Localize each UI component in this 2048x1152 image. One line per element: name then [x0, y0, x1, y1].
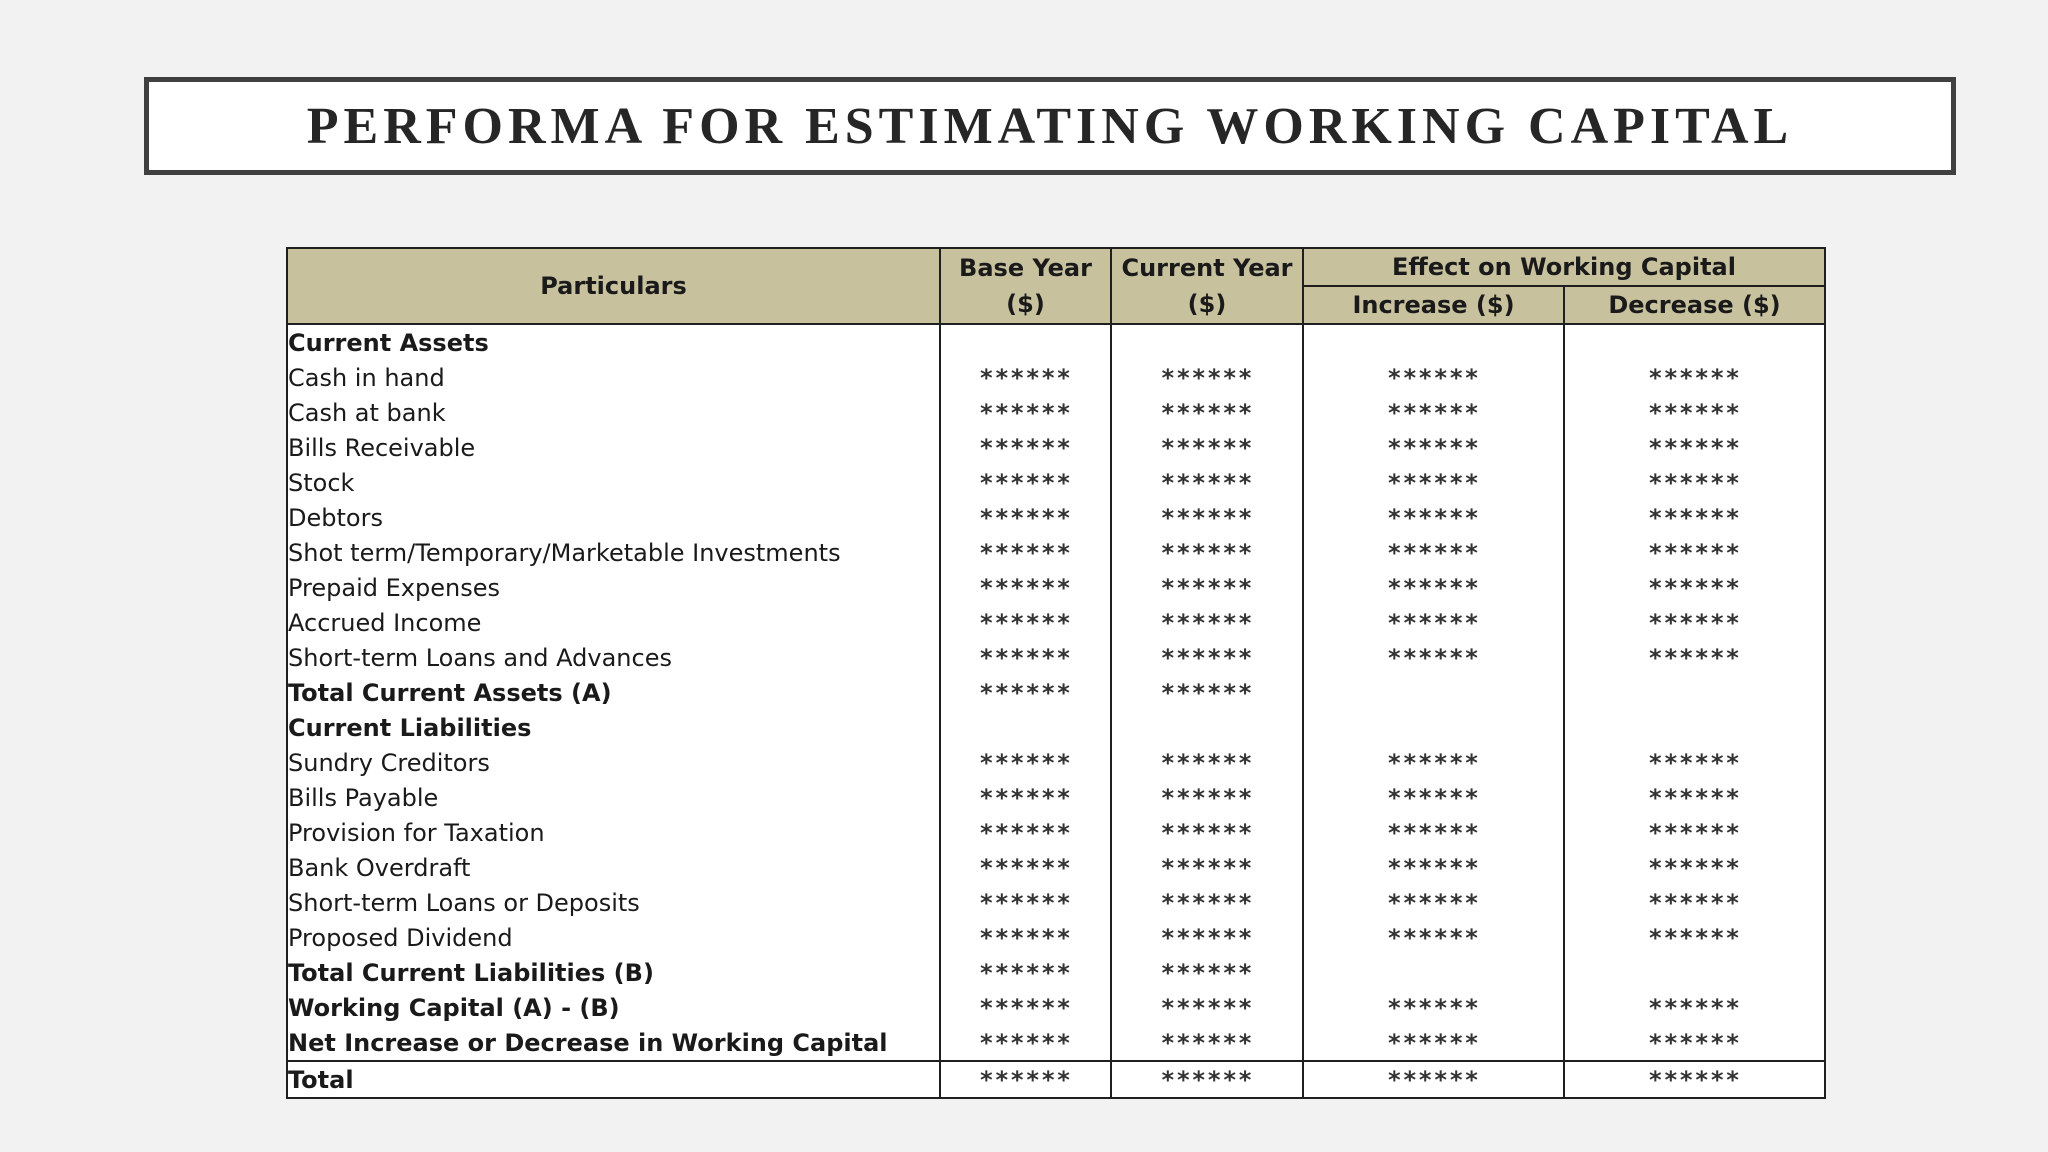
- row-label: Prepaid Expenses: [287, 570, 940, 605]
- title-box: [144, 77, 1956, 175]
- cell-current: ******: [1111, 465, 1303, 500]
- cell-base: ******: [940, 675, 1111, 710]
- cell-decrease: [1564, 675, 1825, 710]
- cell-base: ******: [940, 850, 1111, 885]
- cell-increase: ******: [1303, 465, 1564, 500]
- row-label: Bank Overdraft: [287, 850, 940, 885]
- cell-increase: [1303, 955, 1564, 990]
- cell-increase: ******: [1303, 920, 1564, 955]
- cell-current: ******: [1111, 360, 1303, 395]
- cell-increase: ******: [1303, 605, 1564, 640]
- cell-increase: ******: [1303, 395, 1564, 430]
- header-decrease: Decrease ($): [1564, 286, 1825, 324]
- cell-increase: [1303, 675, 1564, 710]
- table-row: [287, 990, 1825, 1025]
- cell-increase: ******: [1303, 570, 1564, 605]
- row-label: Bills Receivable: [287, 430, 940, 465]
- row-label: Accrued Income: [287, 605, 940, 640]
- row-label: Cash at bank: [287, 395, 940, 430]
- row-label: Provision for Taxation: [287, 815, 940, 850]
- cell-base: ******: [940, 360, 1111, 395]
- working-capital-table: [286, 247, 1826, 1099]
- row-label: Current Liabilities: [287, 710, 940, 745]
- cell-base: ******: [940, 920, 1111, 955]
- row-label: Short-term Loans or Deposits: [287, 885, 940, 920]
- table-row-total: [287, 1061, 1825, 1098]
- cell-increase: [1303, 324, 1564, 360]
- header-base-year: Base Year ($): [940, 248, 1111, 324]
- cell-base: ******: [940, 885, 1111, 920]
- table-row: [287, 430, 1825, 465]
- table-row: [287, 360, 1825, 395]
- header-effect: Effect on Working Capital: [1303, 248, 1825, 286]
- cell-decrease: ******: [1564, 885, 1825, 920]
- cell-decrease: ******: [1564, 535, 1825, 570]
- cell-increase: ******: [1303, 745, 1564, 780]
- cell-current: ******: [1111, 780, 1303, 815]
- cell-increase: ******: [1303, 640, 1564, 675]
- cell-decrease: [1564, 955, 1825, 990]
- row-label: Cash in hand: [287, 360, 940, 395]
- cell-current: ******: [1111, 430, 1303, 465]
- cell-current: ******: [1111, 640, 1303, 675]
- row-label: Short-term Loans and Advances: [287, 640, 940, 675]
- cell-current: ******: [1111, 920, 1303, 955]
- cell-current: ******: [1111, 605, 1303, 640]
- row-label: Total Current Assets (A): [287, 675, 940, 710]
- table-row: [287, 955, 1825, 990]
- cell-decrease: ******: [1564, 465, 1825, 500]
- cell-decrease: ******: [1564, 850, 1825, 885]
- cell-current: ******: [1111, 395, 1303, 430]
- table-row: [287, 535, 1825, 570]
- cell-increase: ******: [1303, 885, 1564, 920]
- cell-decrease: ******: [1564, 780, 1825, 815]
- cell-base: ******: [940, 640, 1111, 675]
- row-label: Shot term/Temporary/Marketable Investments: [287, 535, 940, 570]
- cell-decrease: ******: [1564, 745, 1825, 780]
- cell-increase: ******: [1303, 500, 1564, 535]
- table-row: [287, 605, 1825, 640]
- table-row: [287, 780, 1825, 815]
- slide-title: PERFORMA FOR ESTIMATING WORKING CAPITAL: [306, 97, 1794, 155]
- cell-current: ******: [1111, 745, 1303, 780]
- table-row: [287, 395, 1825, 430]
- cell-base: ******: [940, 780, 1111, 815]
- cell-increase: ******: [1303, 360, 1564, 395]
- cell-current: ******: [1111, 675, 1303, 710]
- cell-decrease: [1564, 324, 1825, 360]
- cell-decrease: ******: [1564, 500, 1825, 535]
- cell-base: ******: [940, 395, 1111, 430]
- cell-current: ******: [1111, 1025, 1303, 1061]
- table-row: [287, 675, 1825, 710]
- table-row: [287, 640, 1825, 675]
- table-row: [287, 710, 1825, 745]
- cell-current: ******: [1111, 535, 1303, 570]
- cell-increase: ******: [1303, 535, 1564, 570]
- cell-base: ******: [940, 535, 1111, 570]
- row-label: Sundry Creditors: [287, 745, 940, 780]
- cell-decrease: [1564, 710, 1825, 745]
- cell-decrease: ******: [1564, 1025, 1825, 1061]
- cell-base: ******: [940, 430, 1111, 465]
- cell-decrease: ******: [1564, 1061, 1825, 1098]
- cell-increase: [1303, 710, 1564, 745]
- cell-base: ******: [940, 745, 1111, 780]
- cell-increase: ******: [1303, 815, 1564, 850]
- row-label: Bills Payable: [287, 780, 940, 815]
- cell-current: ******: [1111, 1061, 1303, 1098]
- table-row: [287, 570, 1825, 605]
- cell-current: ******: [1111, 885, 1303, 920]
- cell-increase: ******: [1303, 780, 1564, 815]
- table-row: [287, 465, 1825, 500]
- cell-base: [940, 324, 1111, 360]
- row-label: Stock: [287, 465, 940, 500]
- cell-current: ******: [1111, 570, 1303, 605]
- cell-decrease: ******: [1564, 990, 1825, 1025]
- table-row: [287, 745, 1825, 780]
- cell-increase: ******: [1303, 850, 1564, 885]
- cell-current: ******: [1111, 500, 1303, 535]
- cell-decrease: ******: [1564, 570, 1825, 605]
- row-label: Debtors: [287, 500, 940, 535]
- cell-increase: ******: [1303, 1061, 1564, 1098]
- table-row: [287, 500, 1825, 535]
- cell-decrease: ******: [1564, 920, 1825, 955]
- header-increase: Increase ($): [1303, 286, 1564, 324]
- header-current-year: Current Year ($): [1111, 248, 1303, 324]
- row-label: Net Increase or Decrease in Working Capital: [287, 1025, 940, 1061]
- cell-current: ******: [1111, 850, 1303, 885]
- cell-base: [940, 710, 1111, 745]
- cell-current: ******: [1111, 955, 1303, 990]
- cell-increase: ******: [1303, 990, 1564, 1025]
- cell-current: [1111, 710, 1303, 745]
- cell-base: ******: [940, 1025, 1111, 1061]
- table-row: [287, 1025, 1825, 1061]
- cell-current: [1111, 324, 1303, 360]
- cell-base: ******: [940, 605, 1111, 640]
- cell-decrease: ******: [1564, 815, 1825, 850]
- cell-decrease: ******: [1564, 430, 1825, 465]
- row-label: Total Current Liabilities (B): [287, 955, 940, 990]
- cell-base: ******: [940, 1061, 1111, 1098]
- cell-base: ******: [940, 500, 1111, 535]
- cell-base: ******: [940, 465, 1111, 500]
- cell-base: ******: [940, 815, 1111, 850]
- cell-current: ******: [1111, 990, 1303, 1025]
- cell-decrease: ******: [1564, 360, 1825, 395]
- header-particulars: Particulars: [287, 248, 940, 324]
- row-label: Current Assets: [287, 324, 940, 360]
- cell-decrease: ******: [1564, 640, 1825, 675]
- cell-increase: ******: [1303, 1025, 1564, 1061]
- cell-decrease: ******: [1564, 605, 1825, 640]
- table-row: [287, 885, 1825, 920]
- row-label: Total: [287, 1061, 940, 1098]
- table-row: [287, 850, 1825, 885]
- cell-base: ******: [940, 990, 1111, 1025]
- cell-increase: ******: [1303, 430, 1564, 465]
- row-label: Proposed Dividend: [287, 920, 940, 955]
- table-row: [287, 324, 1825, 360]
- cell-base: ******: [940, 955, 1111, 990]
- cell-current: ******: [1111, 815, 1303, 850]
- cell-decrease: ******: [1564, 395, 1825, 430]
- row-label: Working Capital (A) - (B): [287, 990, 940, 1025]
- table-row: [287, 920, 1825, 955]
- table-row: [287, 815, 1825, 850]
- cell-base: ******: [940, 570, 1111, 605]
